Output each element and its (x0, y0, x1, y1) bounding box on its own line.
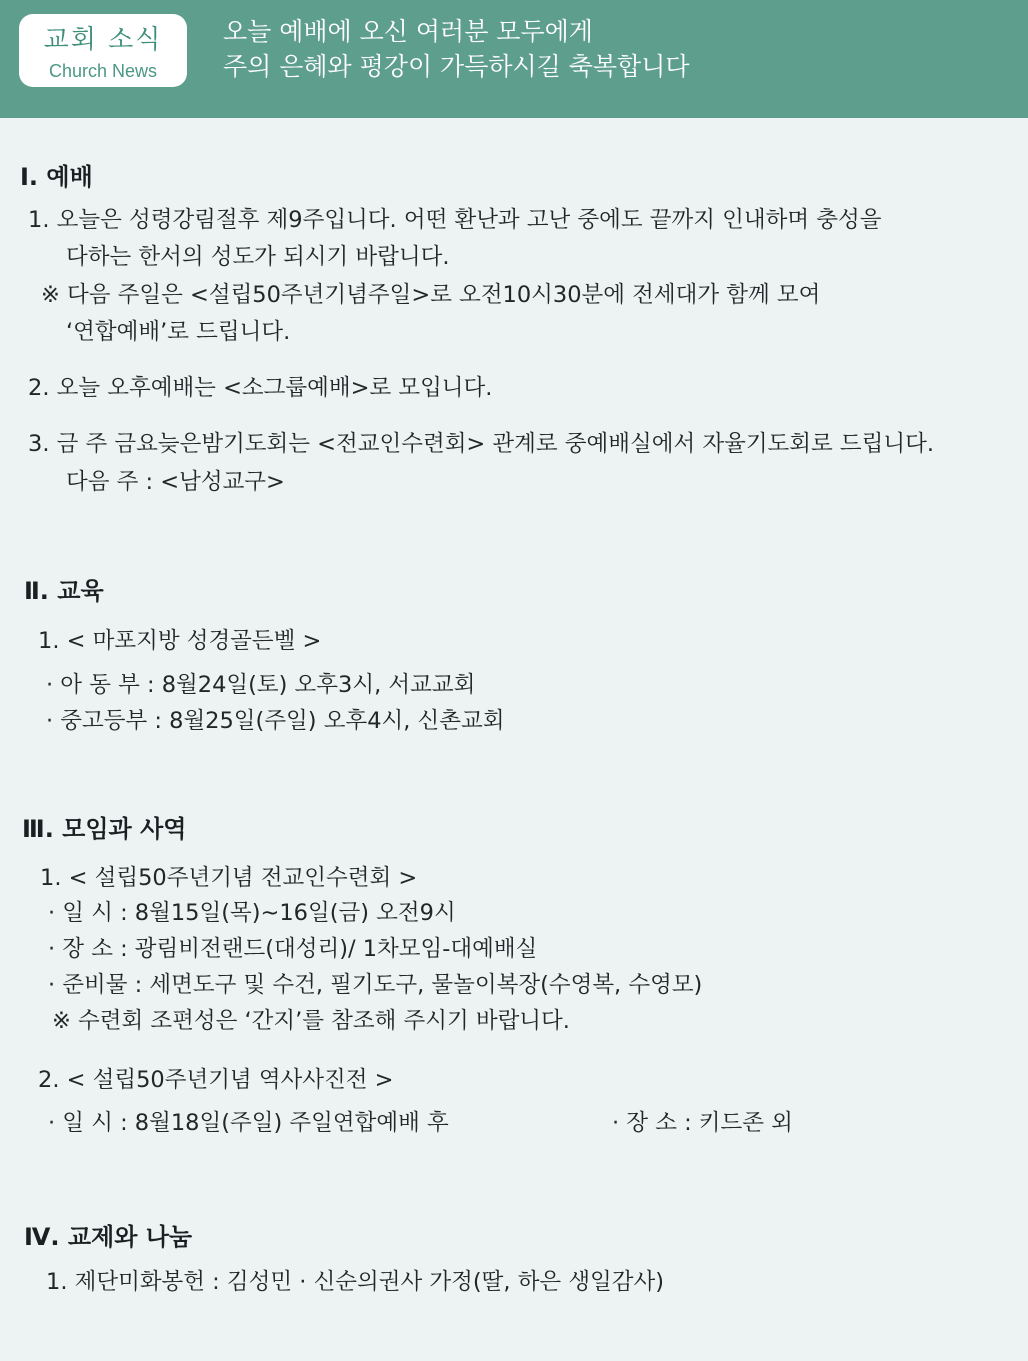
section-heading-fellowship: Ⅳ. 교제와 나눔 (24, 1223, 193, 1251)
section-heading-education: Ⅱ. 교육 (24, 577, 104, 605)
worship-note-line1: ※ 다음 주일은 <설립50주년기념주일>로 오전10시30분에 전세대가 함께 모여 (41, 282, 821, 308)
ministry-bullet-1: · 일 시 : 8월15일(목)~16일(금) 오전9시 (48, 900, 456, 926)
ministry-bullet-4: · 일 시 : 8월18일(주일) 주일연합예배 후 (48, 1110, 449, 1136)
ministry-bullet-3: · 준비물 : 세면도구 및 수건, 필기도구, 물놀이복장(수영복, 수영모) (48, 972, 703, 998)
badge-subtitle: Church News (48, 61, 158, 81)
worship-item-3-line1: 3. 금 주 금요늦은밤기도회는 <전교인수련회> 관계로 중예배실에서 자율기도회로 드립니다. (28, 431, 935, 457)
badge-title: 교회 소식 (43, 25, 163, 55)
worship-item-2: 2. 오늘 오후예배는 <소그룹예배>로 모입니다. (28, 375, 493, 401)
header-bar (0, 0, 1028, 118)
header-message-line2: 주의 은혜와 평강이 가득하시길 축복합니다 (223, 52, 690, 81)
worship-item-1-line2: 다하는 한서의 성도가 되시기 바랍니다. (66, 244, 450, 270)
header-message-line1: 오늘 예배에 오신 여러분 모두에게 (223, 17, 593, 46)
worship-note-line2: ‘연합예배’로 드립니다. (66, 319, 291, 345)
worship-item-1-line1: 1. 오늘은 성령강림절후 제9주입니다. 어떤 환난과 고난 중에도 끝까지 인내하며 충성을 (28, 207, 882, 233)
section-heading-worship: Ⅰ. 예배 (20, 163, 93, 191)
education-item-1: 1. < 마포지방 성경골든벨 > (38, 628, 322, 654)
fellowship-item-1: 1. 제단미화봉헌 : 김성민 · 신순의권사 가정(딸, 하은 생일감사) (46, 1269, 665, 1295)
education-bullet-2: · 중고등부 : 8월25일(주일) 오후4시, 신촌교회 (46, 708, 505, 734)
ministry-item-2: 2. < 설립50주년기념 역사사진전 > (38, 1067, 394, 1093)
ministry-item-1: 1. < 설립50주년기념 전교인수련회 > (40, 865, 418, 891)
worship-item-3-line2: 다음 주 : <남성교구> (66, 469, 285, 495)
news-content (0, 118, 1028, 1361)
section-heading-ministry: Ⅲ. 모임과 사역 (22, 815, 187, 843)
church-news-badge (19, 14, 187, 87)
education-bullet-1: · 아 동 부 : 8월24일(토) 오후3시, 서교교회 (46, 672, 476, 698)
ministry-bullet-2: · 장 소 : 광림비전랜드(대성리)/ 1차모임-대예배실 (48, 936, 538, 962)
ministry-bullet-5: · 장 소 : 키드존 외 (612, 1110, 793, 1136)
ministry-note: ※ 수련회 조편성은 ‘간지’를 참조해 주시기 바랍니다. (52, 1008, 570, 1034)
